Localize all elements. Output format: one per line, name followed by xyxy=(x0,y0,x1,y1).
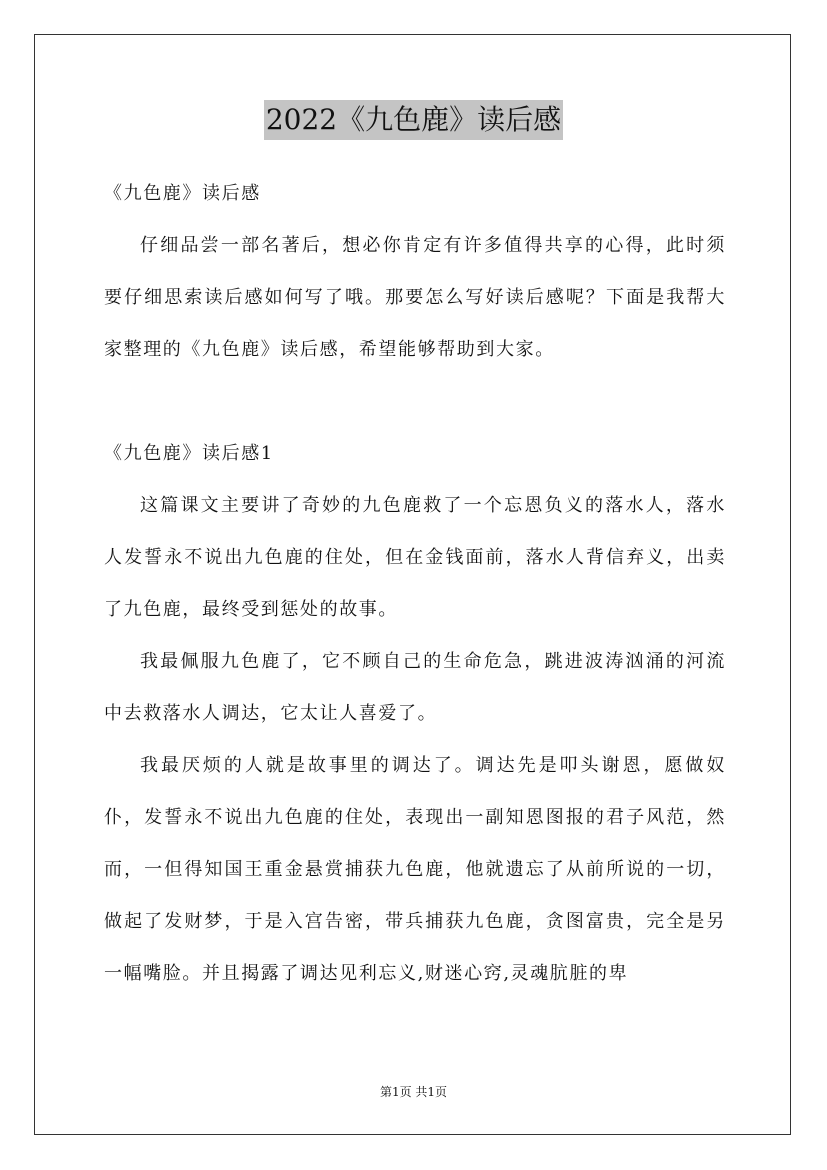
document-body xyxy=(104,168,726,1000)
body-paragraph: 我最佩服九色鹿了，它不顾自己的生命危急，跳进波涛汹涌的河流中去救落水人调达，它太让人喜爱了。 xyxy=(104,651,726,724)
section-heading: 《九色鹿》读后感1 xyxy=(104,443,274,464)
intro-paragraph: 仔细品尝一部名著后，想必你肯定有许多值得共享的心得，此时须要仔细思索读后感如何写了哦。那要怎么写好读后感呢？下面是我帮大家整理的《九色鹿》读后感，希望能够帮助到大家。 xyxy=(104,235,726,360)
body-paragraph: 我最厌烦的人就是故事里的调达了。调达先是叩头谢恩，愿做奴仆，发誓永不说出九色鹿的住处，表现出一副知恩图报的君子风范，然而，一但得知国王重金悬赏捕获九色鹿，他就遗忘了从前所说的一切，做起了发财梦，于是入宫告密，带兵捕获九色鹿，贪图富贵，完全是另一幅嘴脸。并且揭露了调达见利忘义,财迷心窍,灵魂肮脏的卑 xyxy=(104,755,726,984)
title-container xyxy=(0,100,827,140)
body-paragraph: 这篇课文主要讲了奇妙的九色鹿救了一个忘恩负义的落水人，落水人发誓永不说出九色鹿的住处，但在金钱面前，落水人背信弃义，出卖了九色鹿，最终受到惩处的故事。 xyxy=(104,495,726,620)
page-footer: 第1页 共1页 xyxy=(379,1085,448,1099)
subtitle: 《九色鹿》读后感 xyxy=(104,183,261,204)
document-title: 2022《九色鹿》读后感 xyxy=(264,100,563,140)
